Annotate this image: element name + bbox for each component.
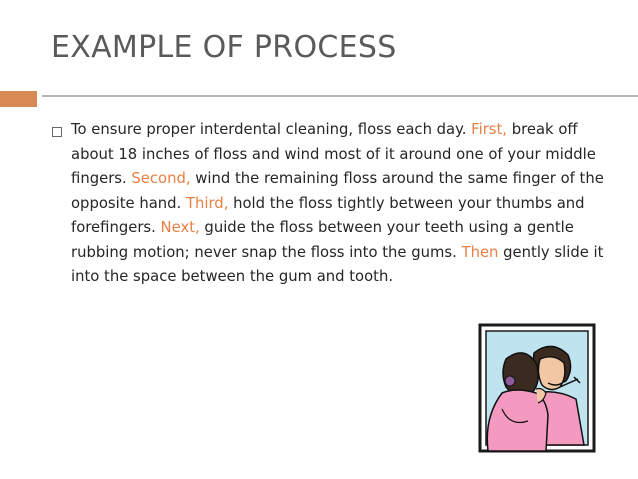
- step-keyword: Second,: [131, 170, 191, 187]
- paragraph-text-run: To ensure proper interdental cleaning, floss each day.: [71, 121, 472, 138]
- step-keyword: Then: [461, 243, 499, 261]
- step-keyword: Next,: [160, 219, 200, 236]
- paragraph-text-run: gently slide it into the space between the gum and tooth.: [71, 243, 604, 285]
- paragraph-text-run: hold the floss tightly between your thumbs and forefingers.: [71, 194, 585, 236]
- paragraph-text-run: guide the floss between your teeth using a gentle rubbing motion; never snap the floss into the gums.: [71, 219, 574, 261]
- bullet-item: [50, 118, 610, 290]
- slide-title: EXAMPLE OF PROCESS: [51, 30, 397, 65]
- step-keyword: First,: [471, 121, 508, 138]
- title-accent-bar: [0, 91, 37, 107]
- person-flossing-in-mirror-icon: [472, 323, 598, 454]
- bullet-paragraph: [71, 118, 610, 290]
- title-divider: [42, 95, 638, 97]
- paragraph-text-run: wind the remaining floss around the same finger of the opposite hand.: [71, 170, 604, 212]
- paragraph-text-run: break off about 18 inches of floss and wind most of it around one of your middle fingers.: [71, 121, 596, 187]
- step-keyword: Third,: [185, 194, 229, 212]
- hollow-square-bullet-icon: [52, 127, 62, 137]
